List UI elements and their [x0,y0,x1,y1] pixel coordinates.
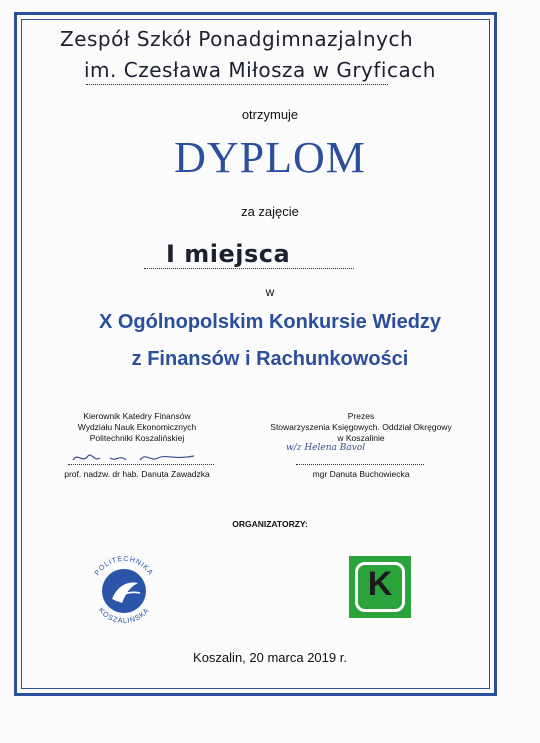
place-date: Koszalin, 20 marca 2019 r. [193,650,347,665]
left-signatory-line1: Kierownik Katedry Finansów [83,411,191,421]
svg-text:POLITECHNIKA: POLITECHNIKA [92,553,156,577]
sk-logo-icon [349,556,411,618]
competition-line2: z Finansów i Rachunkowości [131,348,409,370]
dotted-line [68,464,214,465]
competition-line1: X Ogólnopolskim Konkursie Wiedzy [98,311,442,333]
school-name-line2: im. Czesława Miłosza w Gryficach [84,58,436,82]
dotted-line [296,464,424,465]
right-signature: w/z Helena Bavol [286,443,366,453]
dotted-line [144,268,354,269]
left-signatory-line3: Politechniki Koszalińskiej [89,433,185,443]
left-signatory-name: prof. nadzw. dr hab. Danuta Zawadzka [64,469,210,479]
right-signatory-line2: Stowarzyszenia Księgowych. Oddział Okręgowy [270,422,452,432]
dotted-line [86,84,388,85]
right-signatory-block [256,411,466,444]
sk-logo-letter: K [367,565,393,603]
receives-text: otrzymuje [241,107,299,122]
for-label: za zajęcie [241,204,299,219]
svg-text:KOSZALIŃSKA: KOSZALIŃSKA [96,605,152,626]
left-signatory-line2: Wydziału Nauk Ekonomicznych [77,422,197,432]
in-label: w [265,285,275,299]
diploma-title: DYPLOM [174,133,366,182]
right-signatory-name: mgr Danuta Buchowiecka [312,469,410,479]
politechnika-logo-icon [82,549,166,633]
organizers-label: ORGANIZATORZY: [232,519,308,529]
place-handwritten: I miejsca [166,240,291,268]
left-signature [70,448,200,468]
left-signatory-block [42,411,232,444]
right-signatory-line3: w Koszalinie [337,433,385,443]
right-signatory-line1: Prezes [347,411,375,421]
school-name-line1: Zespół Szkół Ponadgimnazjalnych [60,27,414,51]
